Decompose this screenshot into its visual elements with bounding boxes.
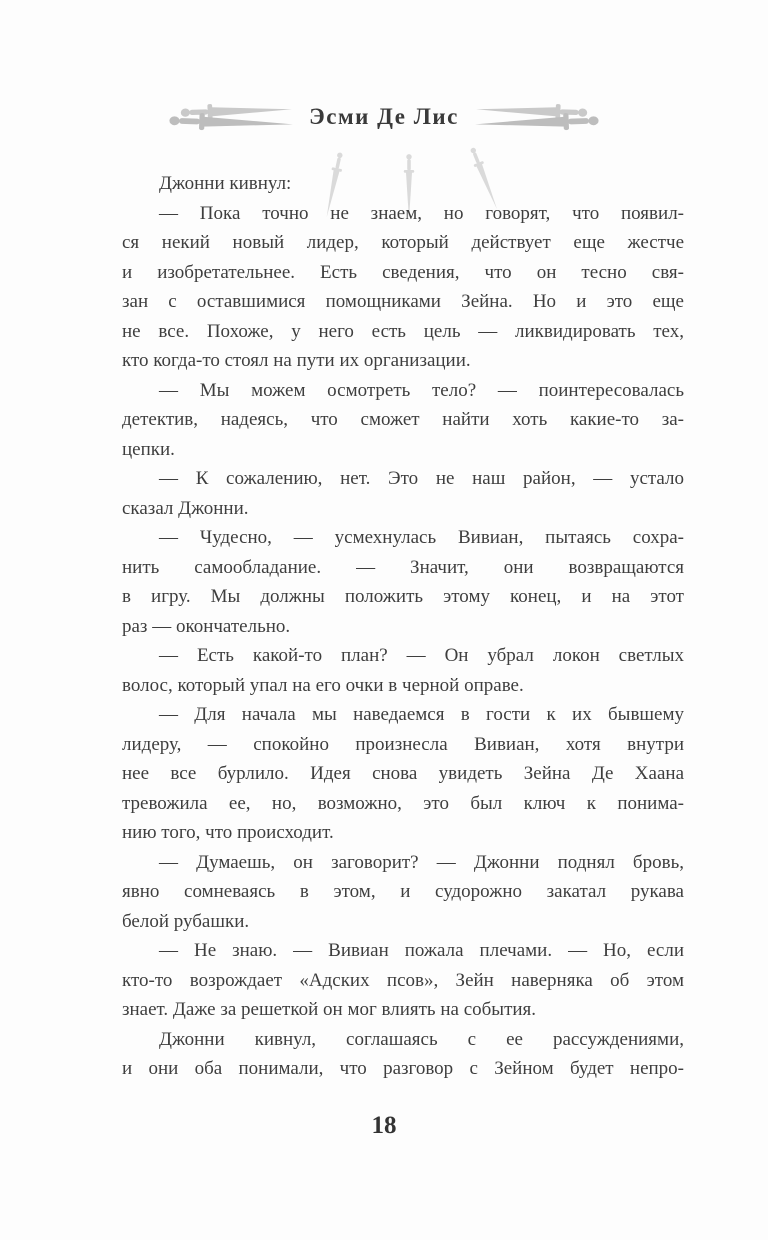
text-line: — Не знаю. — Вивиан пожала плечами. — Но, если (159, 940, 684, 961)
text-line: не все. Похоже, у него есть цель — ликвидировать тех, (122, 320, 684, 342)
paragraph (122, 1025, 684, 1084)
text-line: явно сомневаясь в этом, и судорожно закатал рукава (122, 881, 684, 902)
text-line: зан с оставшимися помощниками Зейна. Но и это еще (122, 291, 684, 312)
text-line: раз — окончательно. (122, 615, 291, 637)
paragraph (122, 641, 684, 700)
text-line: нее все бурлило. Идея снова увидеть Зейна Де Хаана (122, 763, 684, 784)
text-line: в игру. Мы должны положить этому конец, и на этот (122, 586, 684, 607)
paragraph (122, 376, 684, 465)
text-line: кто-то возрождает «Адских псов», Зейн наверняка об этом (122, 969, 684, 991)
text-line: — Для начала мы наведаемся в гости к их бывшему (159, 704, 684, 725)
text-line: — Чудесно, — усмехнулась Вивиан, пытаясь сохра- (159, 527, 684, 548)
text-line: Джонни кивнул: (159, 173, 292, 194)
text-line: — К сожалению, нет. Это не наш район, — устало (159, 468, 684, 489)
text-line: лидеру, — спокойно произнесла Вивиан, хотя внутри (122, 733, 684, 755)
text-line: цепки. (122, 438, 175, 460)
paragraph (122, 199, 684, 376)
text-line: знает. Даже за решеткой он мог влиять на события. (122, 999, 537, 1020)
text-line: детектив, надеясь, что сможет найти хоть какие-то за- (122, 409, 684, 430)
text-line: — Есть какой-то план? — Он убрал локон светлых (159, 645, 684, 666)
crossed-daggers-left-icon (143, 102, 293, 132)
text-line: Джонни кивнул, соглашаясь с ее рассуждениями, (159, 1028, 684, 1050)
text-line: ся некий новый лидер, который действует еще жестче (122, 232, 684, 253)
text-line: тревожила ее, но, возможно, это был ключ к понима- (122, 792, 684, 814)
text-line: белой рубашки. (122, 910, 250, 932)
text-line: и они оба понимали, что разговор с Зейном будет непро- (122, 1058, 684, 1079)
text-line: нию того, что происходит. (122, 822, 334, 843)
page-header-title: Эсми Де Лис (309, 104, 459, 129)
paragraph (122, 700, 684, 848)
text-line: и изобретательнее. Есть сведения, что он тесно свя- (122, 261, 684, 283)
paragraph (122, 848, 684, 937)
paragraph (122, 936, 684, 1025)
text-line: нить самообладание. — Значит, они возвращаются (122, 556, 684, 578)
page-header (0, 102, 768, 132)
text-line: кто когда-то стоял на пути их организации. (122, 350, 471, 371)
page-number: 18 (371, 1112, 397, 1139)
paragraph (122, 523, 684, 641)
paragraph (122, 169, 684, 199)
text-line: волос, который упал на его очки в черной оправе. (122, 674, 524, 696)
text-line: сказал Джонни. (122, 497, 249, 519)
body-text (122, 169, 684, 1084)
text-line: — Пока точно не знаем, но говорят, что появил- (159, 202, 684, 224)
paragraph (122, 464, 684, 523)
crossed-daggers-right-icon (475, 102, 625, 132)
text-line: — Думаешь, он заговорит? — Джонни поднял бровь, (159, 851, 684, 873)
text-line: — Мы можем осмотреть тело? — поинтересовалась (159, 379, 684, 401)
